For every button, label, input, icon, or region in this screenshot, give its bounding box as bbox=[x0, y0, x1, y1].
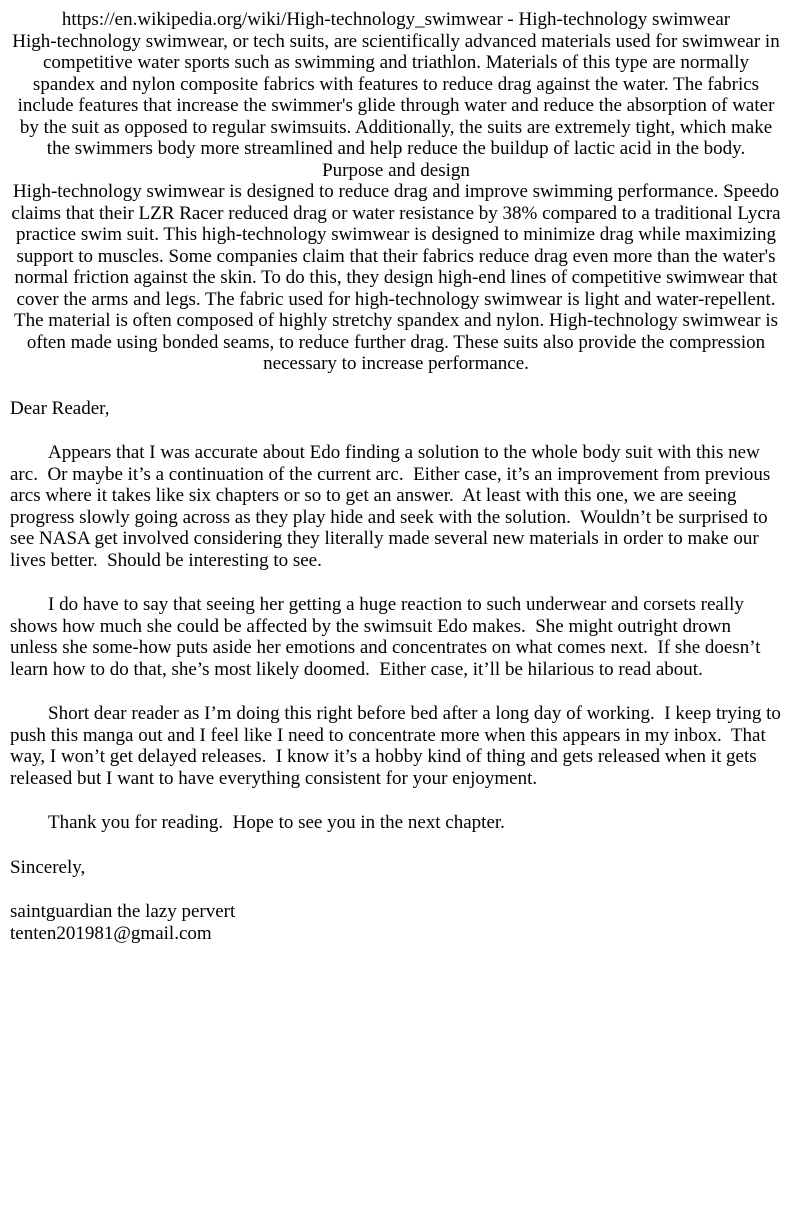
signature-email: tenten201981@gmail.com bbox=[10, 922, 212, 944]
letter-salutation: Dear Reader, bbox=[10, 397, 110, 419]
section-heading: Purpose and design bbox=[322, 159, 470, 181]
source-line: https://en.wikipedia.org/wiki/High-technology_swimwear - High-technology swimwear bbox=[61, 9, 731, 30]
letter-paragraph: Short dear reader as I’m doing this right before bed after a long day of working. I keep trying to push this manga out and I feel like I need to concentrate more when this appears in my inbox. That way, I won’t get delayed releases. I know it’s a hobby kind of thing and gets released when it gets released but I want to have everything consistent for your enjoyment. bbox=[10, 703, 786, 789]
authors-note-letter bbox=[10, 397, 786, 945]
letter-paragraph: I do have to say that seeing her getting a huge reaction to such underwear and corsets really shows how much she could be affected by the swimsuit Edo makes. She might outright drown unless she some-how puts aside her emotions and concentrates on what comes next. If she doesn’t learn how to do that, she’s most likely doomed. Either case, it’ll be hilarious to read about. bbox=[10, 594, 766, 680]
wiki-excerpt-block bbox=[10, 9, 786, 375]
article-intro-paragraph: High-technology swimwear, or tech suits, are scientifically advanced materials used for swimwear in competitive water sports such as swimming and triathlon. Materials of this type are normally spandex and nylon composite fabrics with features to reduce drag against the water. The fabrics include features that increase the swimmer's glide through water and reduce the absorption of water by the suit as opposed to regular swimsuits. Additionally, the suits are extremely tight, which make the swimmers body more streamlined and help reduce the buildup of lactic acid in the body. bbox=[12, 30, 785, 159]
letter-signoff: Sincerely, bbox=[10, 856, 86, 878]
letter-paragraph: Appears that I was accurate about Edo finding a solution to the whole body suit with this new arc. Or maybe it’s a continuation of the current arc. Either case, it’s an improvement from previous arcs where it takes like six chapters or so to get an answer. At least with this one, we are seeing progress slowly going across as they play hide and seek with the solution. Wouldn’t be surprised to see NASA get involved considering they literally made several new materials in order to make our lives better. Should be interesting to see. bbox=[10, 442, 776, 571]
article-body-paragraph: High-technology swimwear is designed to reduce drag and improve swimming performance. Speedo claims that their LZR Racer reduced drag or water resistance by 38% compared to a traditional Lycra practice swim suit. This high-technology swimwear is designed to minimize drag while maximizing support to muscles. Some companies claim that their fabrics reduce drag even more than the water's normal friction against the skin. To do this, they design high-end lines of competitive swimwear that cover the arms and legs. The fabric used for high-technology swimwear is light and water-repellent. The material is often composed of highly stretchy spandex and nylon. High-technology swimwear is often made using bonded seams, to reduce further drag. These suits also provide the compression necessary to increase performance. bbox=[11, 181, 786, 374]
signature-block bbox=[10, 901, 782, 944]
signature-name: saintguardian the lazy pervert bbox=[10, 901, 236, 922]
letter-closing-paragraph: Thank you for reading. Hope to see you in the next chapter. bbox=[48, 812, 505, 833]
